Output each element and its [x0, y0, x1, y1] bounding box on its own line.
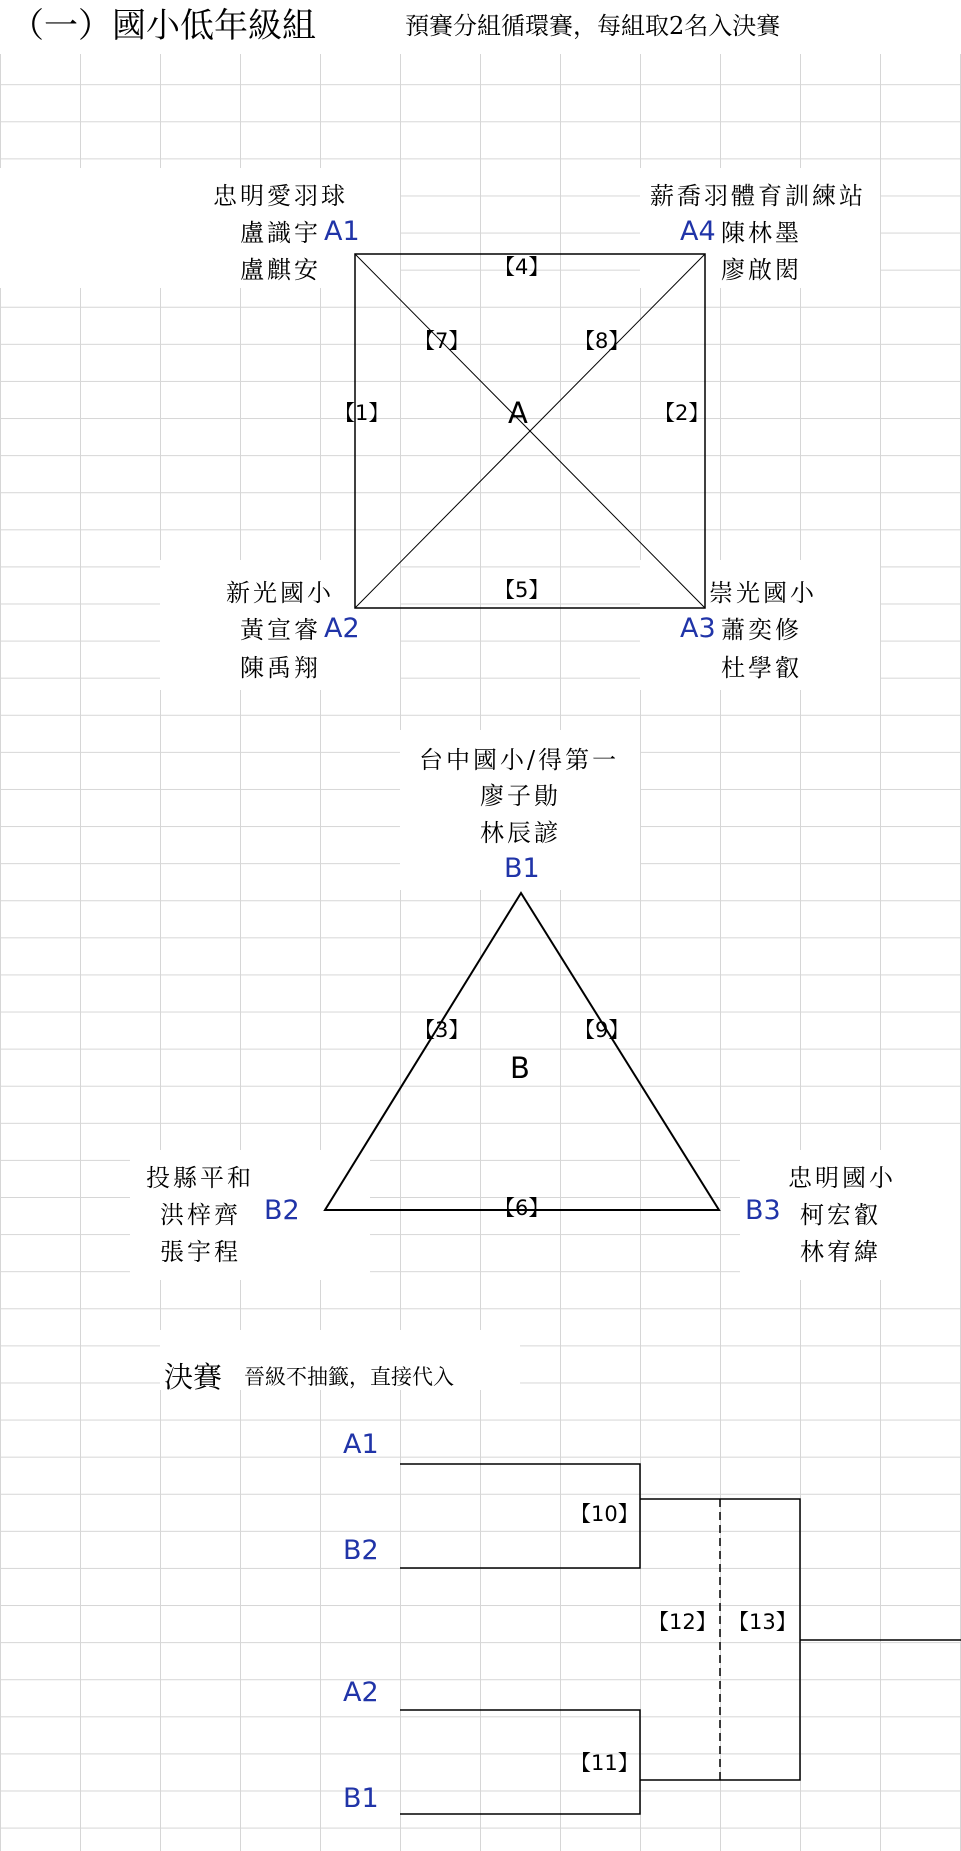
- match-6: 【6】: [494, 1196, 550, 1220]
- group-a-label: A: [508, 396, 528, 430]
- match-13: 【13】: [728, 1610, 797, 1634]
- b3-player-2: 林宥緯: [800, 1238, 881, 1266]
- group-b-label: B: [510, 1051, 530, 1085]
- a2-player-2: 陳禹翔: [240, 654, 321, 682]
- a1-player-2: 盧麒安: [240, 256, 321, 284]
- a3-code: A3: [680, 613, 716, 644]
- a1-player-1: 盧識宇: [240, 219, 321, 247]
- match-1: 【1】: [334, 401, 390, 425]
- match-11: 【11】: [570, 1751, 639, 1775]
- b1-player-1: 廖子勛: [480, 782, 561, 810]
- match-7: 【7】: [414, 329, 470, 353]
- page-title: （一）國小低年級組: [10, 6, 316, 46]
- a1-code: A1: [324, 216, 360, 247]
- final-bracket: [400, 1464, 961, 1814]
- a2-player-1: 黃宣睿: [240, 616, 321, 644]
- a4-player-2: 廖啟閎: [721, 256, 802, 284]
- b3-school: 忠明國小: [788, 1164, 896, 1192]
- b2-player-2: 張宇程: [160, 1238, 241, 1266]
- final-slot-a1: A1: [343, 1429, 379, 1460]
- match-2: 【2】: [654, 401, 710, 425]
- b2-code: B2: [264, 1195, 300, 1226]
- final-title: 決賽: [164, 1360, 223, 1394]
- a3-player-1: 蕭奕修: [721, 616, 802, 644]
- final-slot-b2: B2: [343, 1535, 379, 1566]
- b3-player-1: 柯宏叡: [800, 1201, 881, 1229]
- final-slot-b1: B1: [343, 1783, 379, 1814]
- group-a-square: [355, 254, 705, 608]
- b1-player-2: 林辰諺: [480, 819, 561, 847]
- match-8: 【8】: [574, 329, 630, 353]
- a4-code: A4: [680, 216, 716, 247]
- a1-school: 忠明愛羽球: [213, 182, 348, 210]
- b3-code: B3: [745, 1195, 781, 1226]
- b1-school: 台中國小/得第一: [419, 746, 620, 774]
- match-9: 【9】: [574, 1018, 630, 1042]
- a3-school: 崇光國小: [709, 579, 817, 607]
- a4-school: 薪喬羽體育訓練站: [650, 182, 866, 210]
- b2-school: 投縣平和: [146, 1164, 254, 1192]
- match-4: 【4】: [494, 255, 550, 279]
- match-5: 【5】: [494, 578, 550, 602]
- final-slot-a2: A2: [343, 1677, 379, 1708]
- match-3: 【3】: [414, 1018, 470, 1042]
- b1-code: B1: [504, 853, 540, 884]
- match-12: 【12】: [648, 1610, 717, 1634]
- a3-player-2: 杜學叡: [721, 654, 802, 682]
- a2-school: 新光國小: [226, 579, 334, 607]
- b2-player-1: 洪梓齊: [160, 1201, 241, 1229]
- a4-player-1: 陳林墨: [721, 219, 802, 247]
- match-10: 【10】: [570, 1502, 639, 1526]
- page-subtitle: 預賽分組循環賽，每組取2名入決賽: [405, 12, 781, 40]
- a2-code: A2: [324, 613, 360, 644]
- final-note: 晉級不抽籤，直接代入: [244, 1365, 454, 1389]
